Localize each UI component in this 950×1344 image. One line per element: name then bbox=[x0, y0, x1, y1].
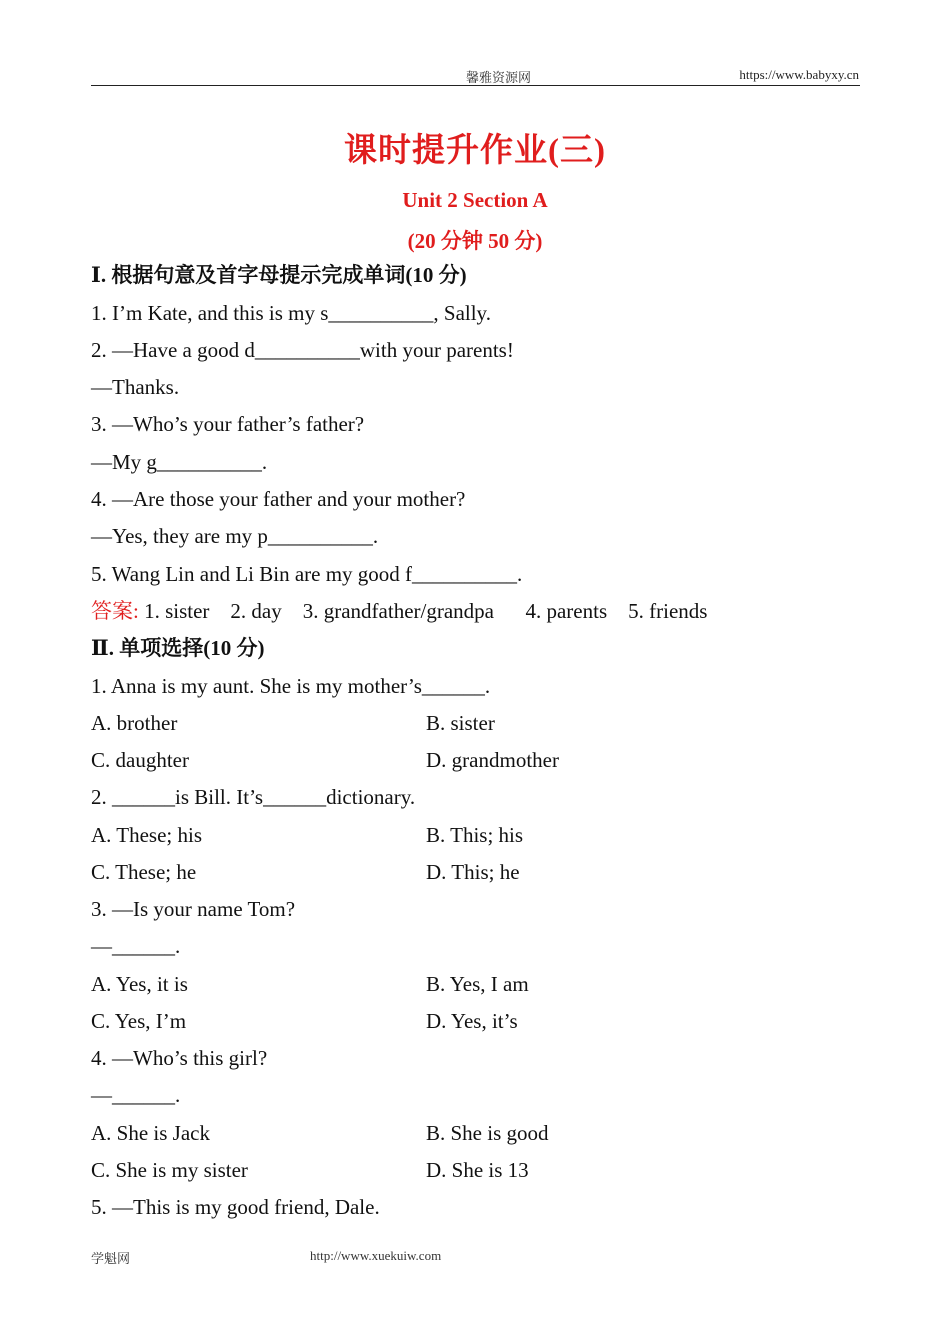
header-divider bbox=[91, 85, 860, 86]
footer-site: 学魁网 bbox=[91, 1251, 131, 1266]
option-d: D. This; he bbox=[426, 860, 520, 884]
section1-line: 5. Wang Lin and Li Bin are my good f__________. bbox=[91, 562, 523, 586]
question-stem: 5. —This is my good friend, Dale. bbox=[91, 1195, 380, 1219]
option-d: D. She is 13 bbox=[426, 1158, 529, 1182]
time-score: (20 分钟 50 分) bbox=[407, 229, 543, 253]
question-reply: —______. bbox=[91, 1083, 181, 1107]
option-c: C. daughter bbox=[91, 748, 189, 772]
answer-line bbox=[91, 598, 707, 624]
option-a: A. brother bbox=[91, 711, 178, 735]
section1-line: —Yes, they are my p__________. bbox=[91, 524, 379, 548]
unit-subtitle: Unit 2 Section A bbox=[402, 188, 548, 212]
section1-line: 1. I’m Kate, and this is my s__________, Sally. bbox=[91, 301, 491, 325]
option-d: D. Yes, it’s bbox=[426, 1009, 518, 1033]
question-reply: —______. bbox=[91, 934, 181, 958]
option-d: D. grandmother bbox=[426, 748, 559, 772]
section1-line: —My g__________. bbox=[91, 450, 268, 474]
section1-line: 2. —Have a good d__________with your parents! bbox=[91, 338, 514, 362]
header-url[interactable]: https://www.babyxy.cn bbox=[739, 67, 859, 82]
question-stem: 3. —Is your name Tom? bbox=[91, 897, 296, 921]
section1-line: 4. —Are those your father and your mother? bbox=[91, 487, 466, 511]
page-title: 课时提升作业(三) bbox=[344, 133, 606, 169]
question-stem: 1. Anna is my aunt. She is my mother’s______. bbox=[91, 674, 491, 698]
option-b: B. Yes, I am bbox=[426, 972, 529, 996]
option-b: B. sister bbox=[426, 711, 495, 735]
footer-url[interactable]: http://www.xuekuiw.com bbox=[310, 1248, 442, 1263]
answer-label: 答案: bbox=[91, 599, 139, 623]
option-c: C. Yes, I’m bbox=[91, 1009, 187, 1033]
section1-line: —Thanks. bbox=[91, 375, 180, 399]
option-c: C. She is my sister bbox=[91, 1158, 248, 1182]
section1-heading: Ⅰ. 根据句意及首字母提示完成单词(10 分) bbox=[91, 263, 467, 287]
section2-heading: Ⅱ. 单项选择(10 分) bbox=[91, 636, 265, 660]
option-b: B. She is good bbox=[426, 1121, 549, 1145]
option-b: B. This; his bbox=[426, 823, 524, 847]
section1-line: 3. —Who’s your father’s father? bbox=[91, 412, 365, 436]
option-c: C. These; he bbox=[91, 860, 197, 884]
option-a: A. These; his bbox=[91, 823, 203, 847]
option-a: A. She is Jack bbox=[91, 1121, 210, 1145]
answer-text: 1. sister 2. day 3. grandfather/grandpa 4. parents 5. friends bbox=[138, 599, 708, 623]
question-stem: 2. ______is Bill. It’s______dictionary. bbox=[91, 785, 416, 809]
question-stem: 4. —Who’s this girl? bbox=[91, 1046, 268, 1070]
option-a: A. Yes, it is bbox=[91, 972, 188, 996]
header-site: 馨雅资源网 bbox=[466, 70, 532, 85]
